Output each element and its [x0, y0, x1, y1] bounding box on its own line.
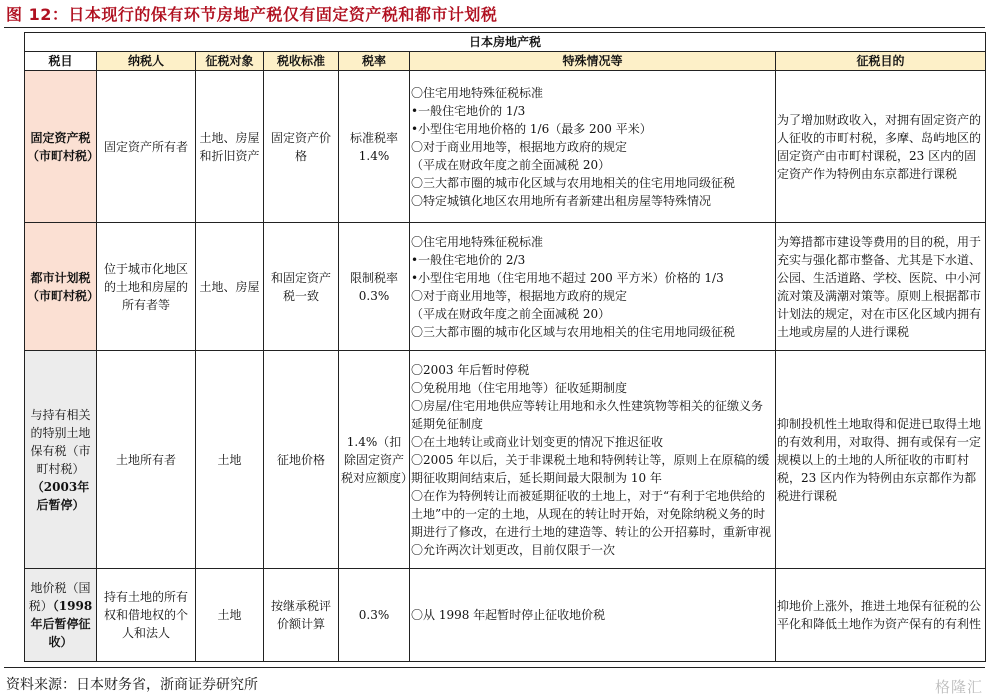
header-cell: 税率 [339, 52, 410, 71]
tax-name-cell [25, 71, 100, 223]
special-item: 〇2003 年后暂时停税 [411, 362, 530, 377]
rate-cell: 0.3% [339, 569, 410, 662]
purpose-cell: 为筹措都市建设等费用的目的税，用于充实与强化都市整备、尤其是下水道、公园、生活道路、学校、医院、中小河流对策及满潮对策等。原则上根据都市计划法的规定，对在市区化区域内拥有土地或房屋的人进行课税 [776, 223, 986, 351]
special-item: 〇房屋/住宅用地供应等转让用地和永久性建筑物等相关的征缴义务延期免征制度 [411, 398, 764, 431]
special-item: 〇允许两次计划更改，目前仅限于一次 [411, 542, 616, 557]
header-cell: 税目 [25, 52, 97, 71]
header-cell: 征税对象 [196, 52, 264, 71]
object-cell: 土地 [196, 351, 264, 569]
special-item: 〇三大都市圈的城市化区域与农用地相关的住宅用地同级征税 [411, 175, 736, 190]
basis-cell: 和固定资产税一致 [264, 223, 339, 351]
rate-cell: 1.4%（扣除固定资产税对应额度） [339, 351, 410, 569]
header-cell: 纳税人 [97, 52, 196, 71]
special-item: 〇特定城镇化地区农用地所有者新建出租房屋等特殊情况 [411, 193, 712, 208]
table-row [25, 223, 986, 351]
tax-name: 固定资产税（市町村税） [27, 130, 100, 163]
special-item: （平成在财政年度之前全面减税 20） [411, 306, 611, 321]
tax-name-cell [25, 569, 97, 662]
special-item: 〇在作为特例转让而被延期征收的土地上，对于“有利于宅地供给的土地”中的一定的土地，从现在的转让时开始，对免除纳税义务的时期进行了修改，在进行土地的建造等、转让的公开招募时，重新审视 [411, 488, 772, 539]
tax-name: 都市计划税（市町村税） [27, 270, 100, 303]
tax-status: （1998 年后暂停征收） [30, 599, 93, 649]
tax-name-cell [25, 351, 97, 569]
taxpayer-cell: 持有土地的所有权和借地权的个人和法人 [97, 569, 196, 662]
special-item: 〇三大都市圈的城市化区域与农用地相关的住宅用地同级征税 [411, 324, 736, 339]
object-cell: 土地、房屋 [196, 223, 264, 351]
tax-status: （2003年后暂停） [31, 479, 90, 512]
purpose-cell: 抑制投机性土地取得和促进已取得土地的有效利用，对取得、拥有或保有一定规模以上的土地的人所征收的市町村税，23 区内作为特例由东京都作为都税进行课税 [776, 351, 986, 569]
taxpayer-cell: 土地所有者 [97, 351, 196, 569]
special-item: •小型住宅用地价格的 1/6（最多 200 平米） [411, 121, 652, 136]
special-item: 〇对于商业用地等，根据地方政府的规定 [411, 139, 628, 154]
header-cell: 特殊情况等 [410, 52, 776, 71]
special-item: 〇住宅用地特殊征税标准 [411, 85, 544, 100]
object-cell: 土地 [196, 569, 264, 662]
table-row [25, 351, 986, 569]
special-cell [410, 351, 776, 569]
special-cell [410, 71, 776, 223]
source-note: 资料来源：日本财务省，浙商证券研究所 [6, 677, 258, 693]
special-item: 〇免税用地（住宅用地等）征收延期制度 [411, 380, 628, 395]
title-divider [4, 27, 985, 28]
tax-name: 与持有相关的特别土地保有税（市町村税） [30, 407, 91, 476]
figure-title: 图 12：日本现行的保有环节房地产税仅有固定资产税和都市计划税 [6, 5, 498, 24]
header-cell: 征税目的 [776, 52, 986, 71]
source-divider [4, 667, 985, 668]
watermark-logo: 格隆汇 [934, 678, 983, 696]
object-cell: 土地、房屋和折旧资产 [196, 71, 264, 223]
taxpayer-cell: 位于城市化地区的土地和房屋的所有者等 [97, 223, 196, 351]
special-item: 〇住宅用地特殊征税标准 [411, 234, 544, 249]
special-item: •一般住宅地价的 1/3 [411, 103, 526, 118]
taxpayer-cell: 固定资产所有者 [97, 71, 196, 223]
basis-cell: 按继承税评价额计算 [264, 569, 339, 662]
special-cell [410, 223, 776, 351]
property-tax-table [24, 32, 986, 662]
special-item: （平成在财政年度之前全面减税 20） [411, 157, 611, 172]
basis-cell: 固定资产价格 [264, 71, 339, 223]
rate-cell: 标准税率1.4% [339, 71, 410, 223]
table-caption: 日本房地产税 [25, 33, 986, 52]
special-item: 〇从 1998 年起暂时停止征收地价税 [411, 608, 606, 622]
special-item: •一般住宅地价的 2/3 [411, 252, 526, 267]
table-row [25, 569, 986, 662]
special-cell [410, 569, 776, 662]
header-row [25, 52, 986, 71]
purpose-cell: 为了增加财政收入，对拥有固定资产的人征收的市町村税，多摩、岛屿地区的固定资产由市町村课税，23 区内的固定资产作为特例由东京都进行课税 [776, 71, 986, 223]
header-cell: 税收标准 [264, 52, 339, 71]
tax-name-cell [25, 223, 100, 351]
special-item: 〇对于商业用地等，根据地方政府的规定 [411, 288, 628, 303]
basis-cell: 征地价格 [264, 351, 339, 569]
rate-cell: 限制税率0.3% [339, 223, 410, 351]
purpose-cell: 抑地价上涨外，推进土地保有征税的公平化和降低土地作为资产保有的有利性 [776, 569, 986, 662]
table-row [25, 71, 986, 223]
special-item: 〇在土地转让或商业计划变更的情况下推迟征收 [411, 434, 664, 449]
special-item: •小型住宅用地（住宅用地不超过 200 平方米）价格的 1/3 [411, 270, 724, 285]
special-item: 〇2005 年以后，关于非课税土地和特例转让等，原则上在原稿的缓期征收期间结束后，延长期间最大限制为 10 年 [411, 452, 770, 485]
tax-name: 地价税（国税） [28, 581, 91, 613]
